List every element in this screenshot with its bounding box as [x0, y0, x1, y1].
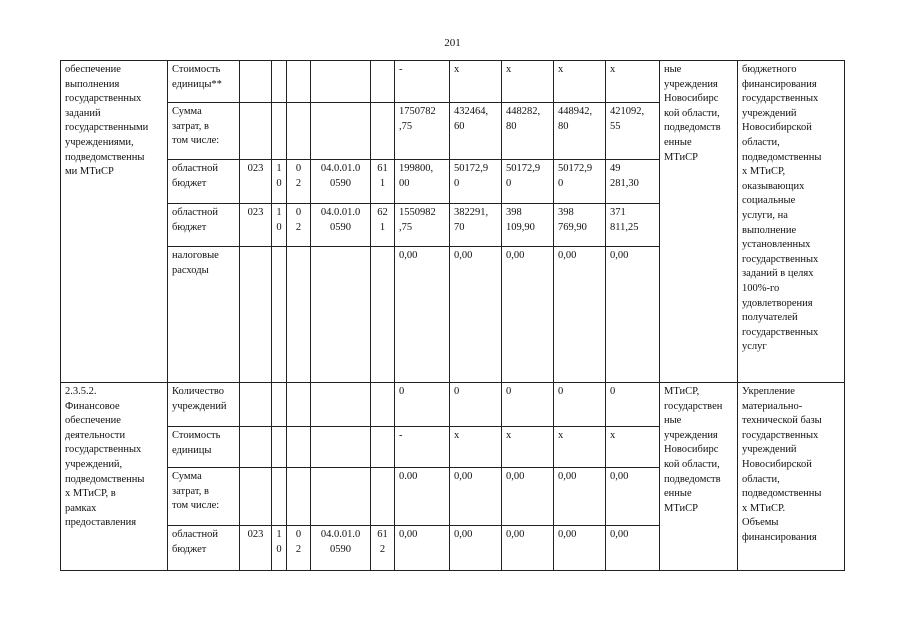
- value-cell: 382291, 70: [450, 204, 502, 247]
- rz-cell: [272, 468, 287, 526]
- indicator-cell: Стоимость единицы: [168, 427, 240, 468]
- vr-cell: [371, 61, 395, 103]
- csr-cell: 04.0.01.0 0590: [311, 526, 371, 571]
- value-cell: 199800, 00: [395, 160, 450, 204]
- value-cell: 0,00: [502, 247, 554, 383]
- value-cell: 50172,9 0: [554, 160, 606, 204]
- vr-cell: 62 1: [371, 204, 395, 247]
- grbs-cell: [240, 103, 272, 160]
- indicator-cell: Стоимость единицы**: [168, 61, 240, 103]
- value-cell: 0,00: [502, 526, 554, 571]
- vr-cell: 61 1: [371, 160, 395, 204]
- value-cell: 0: [606, 383, 660, 427]
- value-cell: x: [554, 61, 606, 103]
- csr-cell: [311, 247, 371, 383]
- indicator-cell: областной бюджет: [168, 526, 240, 571]
- value-cell: 0,00: [606, 526, 660, 571]
- value-cell: 0,00: [606, 468, 660, 526]
- pr-cell: [287, 61, 311, 103]
- rz-cell: [272, 103, 287, 160]
- value-cell: 398 109,90: [502, 204, 554, 247]
- value-cell: 0,00: [395, 247, 450, 383]
- indicator-cell: Сумма затрат, в том числе:: [168, 468, 240, 526]
- value-cell: 448942, 80: [554, 103, 606, 160]
- indicator-cell: областной бюджет: [168, 204, 240, 247]
- value-cell: -: [395, 427, 450, 468]
- pr-cell: 0 2: [287, 204, 311, 247]
- executor-cell: МТиСР, государствен ные учреждения Новосибирс кой области, подведомств енные МТиСР: [660, 383, 738, 571]
- grbs-cell: [240, 247, 272, 383]
- value-cell: 1750782 ,75: [395, 103, 450, 160]
- vr-cell: [371, 247, 395, 383]
- page-number: 201: [444, 37, 461, 49]
- value-cell: 50172,9 0: [502, 160, 554, 204]
- value-cell: 0,00: [554, 247, 606, 383]
- value-cell: x: [606, 427, 660, 468]
- csr-cell: [311, 468, 371, 526]
- pr-cell: [287, 468, 311, 526]
- grbs-cell: [240, 61, 272, 103]
- value-cell: 0: [450, 383, 502, 427]
- indicator-cell: налоговые расходы: [168, 247, 240, 383]
- csr-cell: 04.0.01.0 0590: [311, 160, 371, 204]
- grbs-cell: 023: [240, 526, 272, 571]
- value-cell: 0: [554, 383, 606, 427]
- csr-cell: [311, 427, 371, 468]
- table-row: [61, 61, 845, 103]
- value-cell: 421092, 55: [606, 103, 660, 160]
- value-cell: 1550982 ,75: [395, 204, 450, 247]
- vr-cell: [371, 427, 395, 468]
- value-cell: 448282, 80: [502, 103, 554, 160]
- grbs-cell: [240, 468, 272, 526]
- pr-cell: [287, 247, 311, 383]
- value-cell: 371 811,25: [606, 204, 660, 247]
- rz-cell: 1 0: [272, 204, 287, 247]
- grbs-cell: [240, 383, 272, 427]
- value-cell: 0,00: [395, 526, 450, 571]
- table-row: [61, 383, 845, 427]
- executor-cell: ные учреждения Новосибирс кой области, подведомств енные МТиСР: [660, 61, 738, 383]
- value-cell: 0.00: [395, 468, 450, 526]
- pr-cell: [287, 383, 311, 427]
- pr-cell: 0 2: [287, 160, 311, 204]
- pr-cell: 0 2: [287, 526, 311, 571]
- value-cell: 432464, 60: [450, 103, 502, 160]
- rz-cell: 1 0: [272, 160, 287, 204]
- indicator-cell: областной бюджет: [168, 160, 240, 204]
- measure-cell: 2.3.5.2. Финансовое обеспечение деятельности государственных учреждений, подведомственны х МТиСР, в рамках предоставления: [61, 383, 168, 571]
- grbs-cell: 023: [240, 160, 272, 204]
- csr-cell: [311, 61, 371, 103]
- value-cell: 0: [502, 383, 554, 427]
- value-cell: 0,00: [554, 468, 606, 526]
- value-cell: 50172,9 0: [450, 160, 502, 204]
- result-cell: Укрепление материально- технической базы государственных учреждений Новосибирской области, подведомственны х МТиСР. Объемы финансирования: [738, 383, 845, 571]
- value-cell: 0,00: [450, 526, 502, 571]
- csr-cell: 04.0.01.0 0590: [311, 204, 371, 247]
- rz-cell: [272, 427, 287, 468]
- value-cell: x: [502, 61, 554, 103]
- grbs-cell: [240, 427, 272, 468]
- value-cell: x: [450, 61, 502, 103]
- result-cell: бюджетного финансирования государственных учреждений Новосибирской области, подведомственны х МТиСР, оказывающих социальные услуги, на выполнение установленных государственных заданий в целях 100%-го удовлетворения получателей государственных услуг: [738, 61, 845, 383]
- pr-cell: [287, 427, 311, 468]
- vr-cell: [371, 103, 395, 160]
- vr-cell: 61 2: [371, 526, 395, 571]
- value-cell: x: [502, 427, 554, 468]
- measure-cell: обеспечение выполнения государственных заданий государственными учреждениями, подведомственны ми МТиСР: [61, 61, 168, 383]
- value-cell: 0,00: [450, 468, 502, 526]
- value-cell: 0,00: [554, 526, 606, 571]
- measures-table: [60, 60, 845, 571]
- value-cell: 398 769,90: [554, 204, 606, 247]
- value-cell: 0,00: [450, 247, 502, 383]
- value-cell: 0: [395, 383, 450, 427]
- value-cell: -: [395, 61, 450, 103]
- indicator-cell: Сумма затрат, в том числе:: [168, 103, 240, 160]
- csr-cell: [311, 383, 371, 427]
- value-cell: x: [450, 427, 502, 468]
- rz-cell: [272, 383, 287, 427]
- vr-cell: [371, 468, 395, 526]
- pr-cell: [287, 103, 311, 160]
- vr-cell: [371, 383, 395, 427]
- csr-cell: [311, 103, 371, 160]
- value-cell: 49 281,30: [606, 160, 660, 204]
- indicator-cell: Количество учреждений: [168, 383, 240, 427]
- value-cell: x: [606, 61, 660, 103]
- grbs-cell: 023: [240, 204, 272, 247]
- value-cell: x: [554, 427, 606, 468]
- rz-cell: [272, 247, 287, 383]
- value-cell: 0,00: [606, 247, 660, 383]
- value-cell: 0,00: [502, 468, 554, 526]
- rz-cell: 1 0: [272, 526, 287, 571]
- rz-cell: [272, 61, 287, 103]
